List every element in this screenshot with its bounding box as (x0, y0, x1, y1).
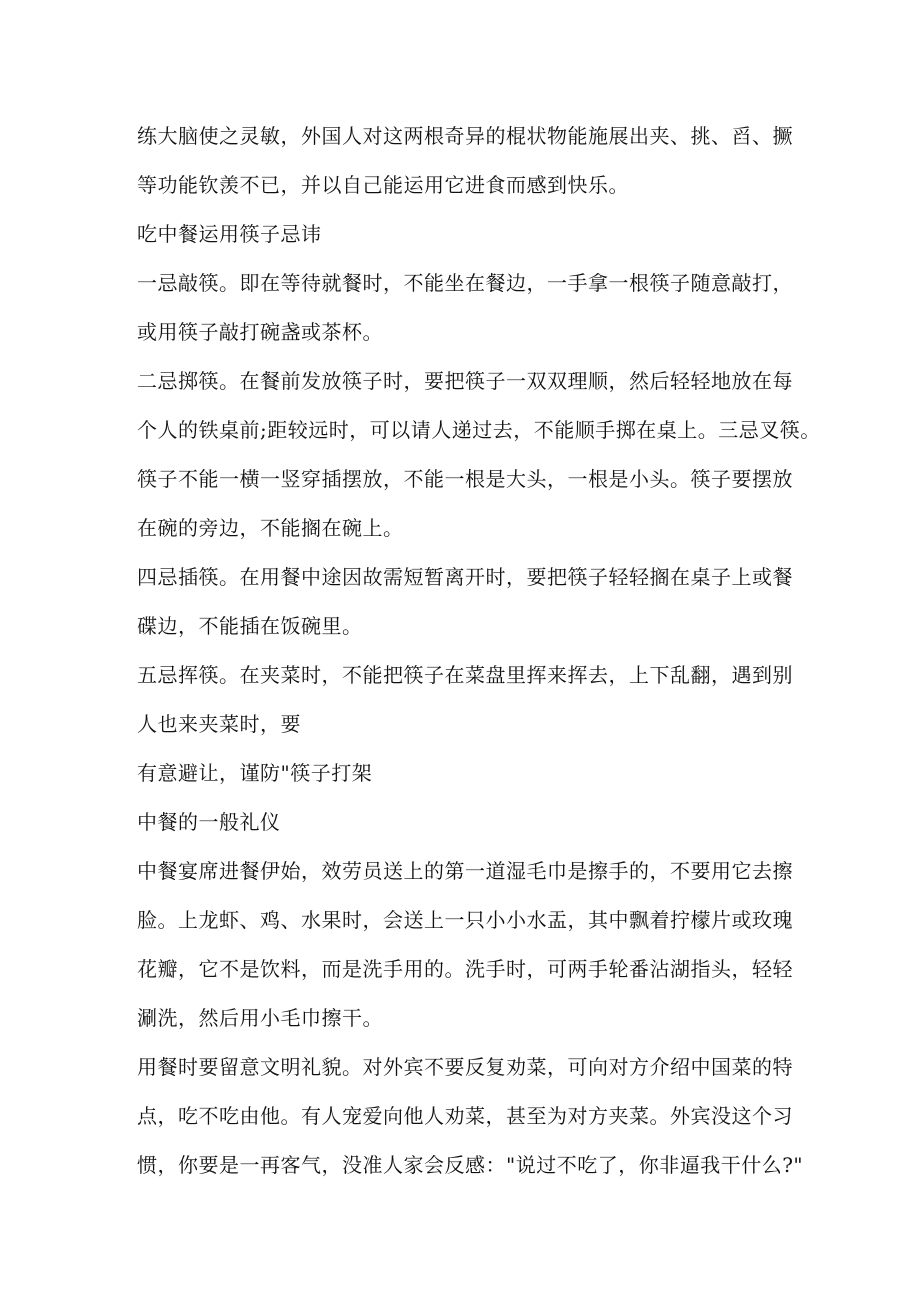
text-line: 一忌敲筷。即在等待就餐时，不能坐在餐边，一手拿一根筷子随意敲打， (137, 271, 793, 295)
text-line: 等功能钦羡不已，并以自己能运用它进食而感到快乐。 (137, 173, 629, 197)
text-line: 个人的铁桌前;距较远时，可以请人递过去，不能顺手掷在桌上。三忌叉筷。 (137, 418, 821, 442)
section-heading: 中餐的一般礼仪 (137, 810, 281, 834)
text-line: 碟边，不能插在饭碗里。 (137, 614, 363, 638)
text-line: 二忌掷筷。在餐前发放筷子时，要把筷子一双双理顺，然后轻轻地放在每 (137, 369, 793, 393)
text-line: 有意避让，谨防"筷子打架 (137, 761, 373, 785)
text-line: 四忌插筷。在用餐中途因故需短暂离开时，要把筷子轻轻搁在桌子上或餐 (137, 565, 793, 589)
text-line: 用餐时要留意文明礼貌。对外宾不要反复劝菜，可向对方介绍中国菜的特 (137, 1055, 793, 1079)
text-line: 惯，你要是一再客气，没准人家会反感："说过不吃了，你非逼我干什么?" (137, 1153, 804, 1177)
text-line: 中餐宴席进餐伊始，效劳员送上的第一道湿毛巾是擦手的，不要用它去擦 (137, 859, 793, 883)
section-heading: 吃中餐运用筷子忌讳 (137, 222, 322, 246)
text-line: 人也来夹菜时，要 (137, 712, 301, 736)
text-line: 在碗的旁边，不能搁在碗上。 (137, 516, 404, 540)
text-line: 筷子不能一横一竖穿插摆放，不能一根是大头，一根是小头。筷子要摆放 (137, 467, 793, 491)
text-line: 或用筷子敲打碗盏或茶杯。 (137, 320, 383, 344)
text-line: 五忌挥筷。在夹菜时，不能把筷子在菜盘里挥来挥去，上下乱翻，遇到别 (137, 663, 793, 687)
text-line: 涮洗，然后用小毛巾擦干。 (137, 1006, 383, 1030)
text-line: 花瓣，它不是饮料，而是洗手用的。洗手时，可两手轮番沾湖指头，轻轻 (137, 957, 793, 981)
text-line: 点，吃不吃由他。有人宠爱向他人劝菜，甚至为对方夹菜。外宾没这个习 (137, 1104, 793, 1128)
text-line: 脸。上龙虾、鸡、水果时，会送上一只小小水盂，其中飘着拧檬片或玫瑰 (137, 908, 793, 932)
text-line: 练大脑使之灵敏，外国人对这两根奇异的棍状物能施展出夹、挑、舀、撅 (137, 124, 793, 148)
